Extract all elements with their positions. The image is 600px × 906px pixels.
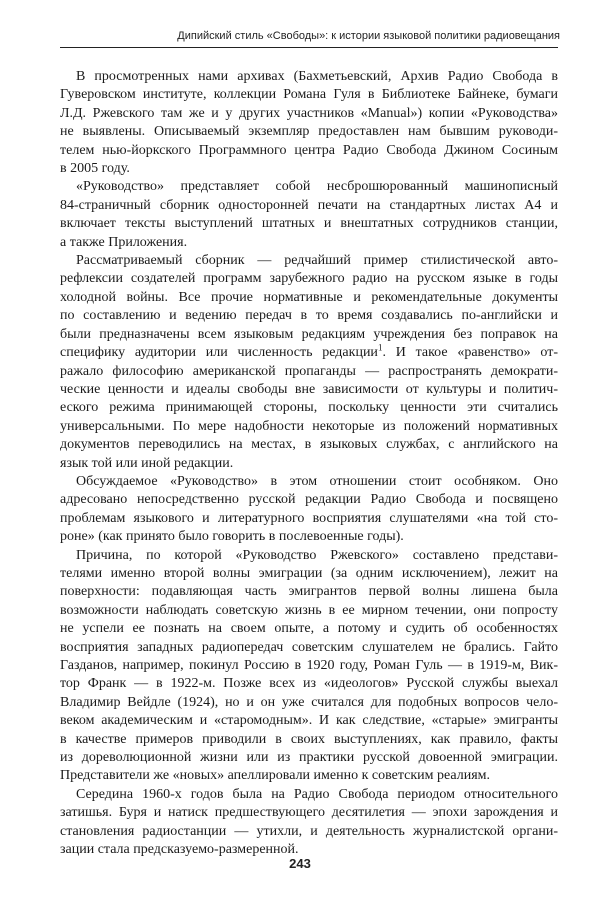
paragraph [60,252,558,473]
text-line: по составлению и ведению передач в то время создавались по-английски и [60,308,558,324]
text-line: документов переводились на местах, в языковых службах, с английского на [60,437,558,453]
text-line: поверхности: подавляющая часть эмигрантов первой волны лишена была [60,584,558,600]
text-line: восприятия западных радиопередач советским слушателем не брались. Гайто [60,639,558,655]
header-rule [60,47,558,48]
text-line: включает тексты выступлений штатных и внештатных сотрудников станции, [60,216,558,232]
text-line: Обсуждаемое «Руководство» в этом отношении стоит особняком. Оно [76,473,558,489]
text-line: 84-страничный сборник односторонней печати на стандартных листах А4 и [60,197,558,213]
footnote-marker[interactable]: 1 [377,342,383,353]
text-line: Л.Д. Ржевского там же и у других участников «Manual») копии «Руководства» [60,105,558,121]
text-line: затишья. Буря и натиск предшествующего десятилетия — эпохи зарождения и [60,805,558,821]
text-line: в 2005 году. [60,161,130,177]
text-line: из дореволюционной жизни или из практики русской довоенной эмиграции. [60,750,558,766]
text-line: Представители же «новых» апеллировали именно к советским реалиям. [60,768,491,784]
line-text: специфику аудитории или численность редакции [60,345,378,361]
body-text [60,68,558,859]
paragraph [60,786,558,860]
text-line: ражало философию американской пропаганды — распространять демократи- [60,363,558,379]
text-line: телем нью-йоркского Программного центра Радио Свобода Джином Сосиным [60,142,558,158]
text-line: роне» (как принято было говорить в послевоенные годы). [60,529,404,545]
text-line: адресовано непосредственно русской редакции Радио Свобода и посвящено [60,492,558,508]
text-line: телями именно второй волны эмиграции (за одним исключением), лежит на [60,565,558,581]
text-line: становления радиостанции — утихли, и деятельность журналистской органи- [60,823,558,839]
text-line: Гуверовском институте, коллекции Романа Гуля в Библиотеке Байнеке, бумаги [60,87,558,103]
text-line: а также Приложения. [60,234,188,250]
paragraph [60,473,558,547]
text-line: не выявлены. Описываемый экземпляр предоставлен нам бывшим руководи- [60,124,558,140]
page-number: 243 [289,856,311,871]
paragraph [60,68,558,178]
paragraph [60,178,558,252]
text-line: проблемам языкового и литературного восприятия слушателями «на той сто- [60,510,558,526]
text-line: рефлексии создателей программ зарубежного радио на русском языке в годы [60,271,558,287]
text-line: в качестве примеров приводили в своих выступлениях, как правило, факты [60,731,558,747]
text-line: язык той или иной редакции. [60,455,234,471]
text-line: В просмотренных нами архивах (Бахметьевский, Архив Радио Свобода в [76,69,558,84]
text-line: холодной войны. Все прочие нормативные и рекомендательные документы [60,289,558,305]
text-line: тор Франк — в 1922-м. Позже всех из «идеологов» Русской службы выехал [60,676,558,692]
text-line: не успели ее познать на своем опыте, а потому и судить об особенностях [60,621,558,637]
text-line: Владимир Вейдле (1924), но и он уже считался для подобных вопросов чело- [60,694,558,710]
text-line: Причина, по которой «Руководство Ржевского» составлено представи- [76,547,558,563]
paragraph [60,547,558,786]
text-line [60,344,558,362]
text-line: зации стала предсказуемо-размеренной. [60,842,299,858]
text-line: еского режима принимающей стороны, поскольку ценности эти считались [60,400,558,416]
text-line: «Руководство» представляет собой несброшюрованный машинописный [76,179,558,195]
text-line: возможности наблюдать советскую жизнь в ее мирном течении, они попросту [60,602,558,618]
text-line: веком академическим и «старомодным». И как следствие, «старые» эмигранты [60,713,558,729]
text-line: Газданов, например, покинул Россию в 1920 году, Роман Гуль — в 1919-м, Вик- [60,658,558,673]
text-line: были предназначены всем языковым редакциям учреждения без поправок на [60,326,558,342]
text-line: ческие ценности и идеалы свободы вне зависимости от культуры и политич- [60,381,558,397]
text-line: универсальными. По мере надобности некоторые из положений нормативных [60,418,558,434]
text-line: Середина 1960-х годов была на Радио Свобода периодом относительного [76,786,558,802]
running-header: Дипийский стиль «Свободы»: к истории языковой политики радиовещания [177,30,560,42]
text-line: Рассматриваемый сборник — редчайший пример стилистической авто- [76,253,558,269]
line-text: . И такое «равенство» от- [382,345,559,361]
